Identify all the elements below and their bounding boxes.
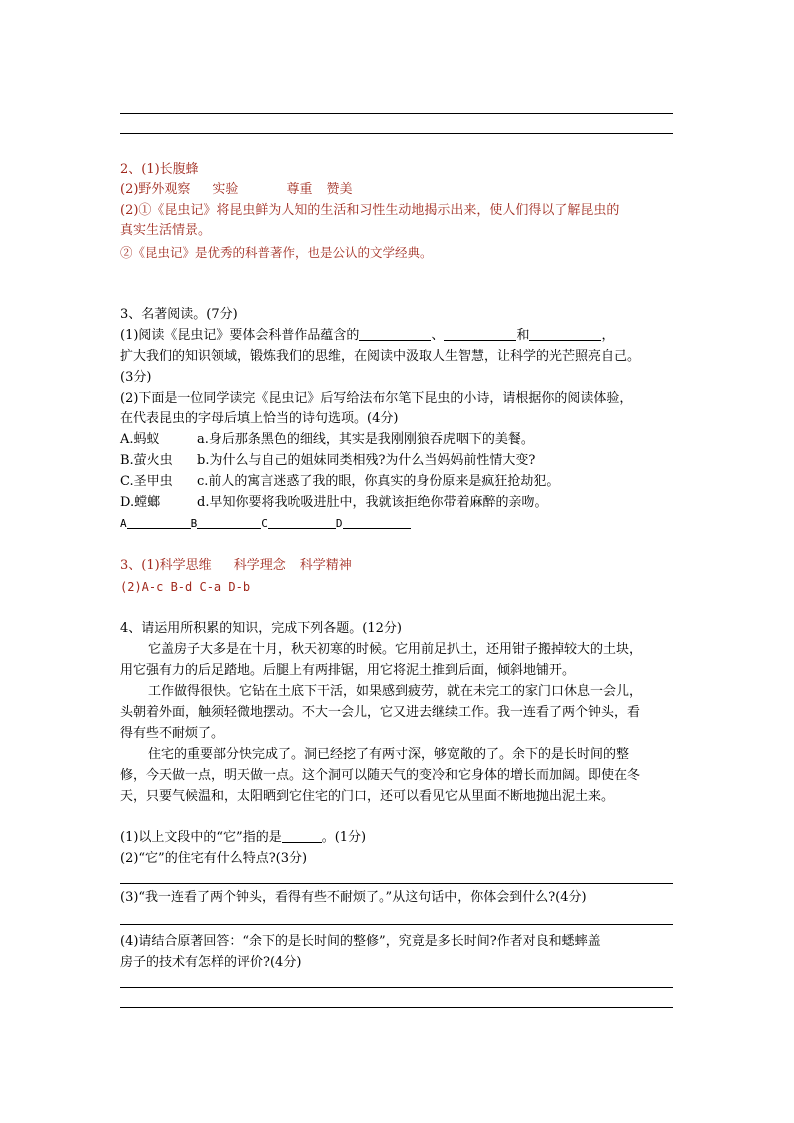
q3-text: 和 [516,328,530,343]
q3-p2-line1: (2)下面是一位同学读完《昆虫记》后写给法布尔笔下昆虫的小诗，请根据你的阅读体验， [120,391,633,406]
fill-blank[interactable] [127,514,191,529]
q4-passage-line: 头朝着外面，触须轻微地摆动。不大一会儿，它又进去继续工作。我一连看了两个钟头，看 [120,705,641,720]
fill-blank[interactable] [343,514,411,529]
fill-blank[interactable] [197,514,261,529]
q3-title: 3、名著阅读。(7分) [120,307,238,322]
q3-p1-line1 [120,326,680,346]
fill-blank[interactable] [444,326,516,341]
fill-blank[interactable] [359,326,431,341]
q4-sub2: (2)“它”的住宅有什么特点?(3分) [120,851,308,866]
q4-title: 4、请运用所积累的知识，完成下列各题。(12分) [120,621,402,636]
q4-sub1-text: (1)以上文段中的“它”指的是 [120,830,282,845]
q4-passage-line: 得有些不耐烦了。 [120,726,225,741]
ans3-item: 科学精神 [299,558,352,573]
q4-sub4-line1: (4)请结合原著回答：“余下的是长时间的整修”，究竟是多长时间?作者对良和蟋蟀盖 [120,934,601,949]
ans2-item: 尊重 [286,182,313,197]
ans2-item: 赞美 [326,182,353,197]
ans2-line2 [120,180,680,200]
q4-passage-line: 住宅的重要部分快完成了。洞已经挖了有两寸深，够宽敞的了。余下的是长时间的整 [148,747,630,762]
insect-label: B.萤火虫 [120,453,173,468]
q3-answer-blanks [120,514,680,534]
ans3-item: 科学理念 [233,558,286,573]
q3-text: ， [601,328,615,343]
ans2-line1: 2、(1)长腹蜂 [120,162,199,177]
ans2-item: 实验 [212,182,239,197]
insect-label: C.圣甲虫 [120,474,173,489]
ans3-line1 [120,556,680,576]
q4-sub4-line2: 房子的技术有怎样的评价?(4分) [120,955,302,970]
q3-option-row [120,472,680,492]
answer-line[interactable] [120,987,673,988]
q3-option-row [120,493,680,513]
fill-label: C [261,517,268,530]
ans3-line2: (2)A-c B-d C-a D-b [120,580,251,594]
answer-line[interactable] [120,1007,673,1008]
verse-text: c.前人的寓言迷惑了我的眼，你真实的身份原来是疯狂抢劫犯。 [197,474,560,489]
q4-sub3: (3)“我一连看了两个钟头，看得有些不耐烦了。”从这句话中，你体会到什么?(4分) [120,890,587,905]
q4-passage-line: 用它强有力的后足踏地。后腿上有两排锯，用它将泥土推到后面，倾斜地铺开。 [120,663,576,678]
q4-passage-line: 修，今天做一点，明天做一点。这个洞可以随天气的变冷和它身体的增长而加阔。即使在冬 [120,768,641,783]
answer-line[interactable] [120,924,673,925]
fill-label: A [120,517,127,530]
q4-passage-line: 天，只要气候温和，太阳晒到它住宅的门口，还可以看见它从里面不断地抛出泥土来。 [120,789,615,804]
ans2-item: (2)野外观察 [120,182,191,197]
fill-label: B [190,517,198,530]
fill-blank[interactable] [268,514,336,529]
fill-label: D [335,517,343,530]
insect-label: D.螳螂 [120,495,161,510]
q3-text: 、 [431,328,445,343]
verse-text: a.身后那条黑色的细线，其实是我刚刚狼吞虎咽下的美餐。 [197,432,534,447]
q3-text: (1)阅读《昆虫记》要体会科普作品蕴含的 [120,328,360,343]
ans2-line5: ②《昆虫记》是优秀的科普著作，也是公认的文学经典。 [120,245,433,260]
ans2-line4: 真实生活情景。 [120,223,212,238]
q3-option-row [120,451,680,471]
answer-line [120,113,673,114]
q4-sub1-text: 。(1分) [321,830,367,845]
q4-sub1 [120,828,680,848]
ans2-line3: (2)①《昆虫记》将昆虫鲜为人知的生活和习性生动地揭示出来，使人们得以了解昆虫的 [120,203,620,218]
q3-p2-line2: 在代表昆虫的字母后填上恰当的诗句选项。(4分) [120,411,399,426]
q3-p1-line3: (3分) [120,370,152,385]
verse-text: d.早知你要将我吮吸进肚中，我就该拒绝你带着麻醉的亲吻。 [197,495,548,510]
q4-passage-line: 工作做得很快。它钻在土底下干活，如果感到疲劳，就在未完工的家门口休息一会儿， [148,684,643,699]
verse-text: b.为什么与自己的姐妹同类相残?为什么当妈妈前性情大变? [197,453,536,468]
fill-blank[interactable] [529,326,601,341]
q3-p1-line2: 扩大我们的知识领域，锻炼我们的思维，在阅读中汲取人生智慧，让科学的光芒照亮自己。 [120,349,641,364]
q3-option-row [120,430,680,450]
answer-line[interactable] [120,883,673,884]
fill-blank[interactable] [282,828,322,843]
answer-line [120,133,673,134]
ans3-item: 3、(1)科学思维 [120,558,212,573]
insect-label: A.蚂蚁 [120,432,160,447]
q4-passage-line: 它盖房子大多是在十月，秋天初寒的时候。它用前足扒土，还用钳子搬掉较大的土块， [148,642,643,657]
